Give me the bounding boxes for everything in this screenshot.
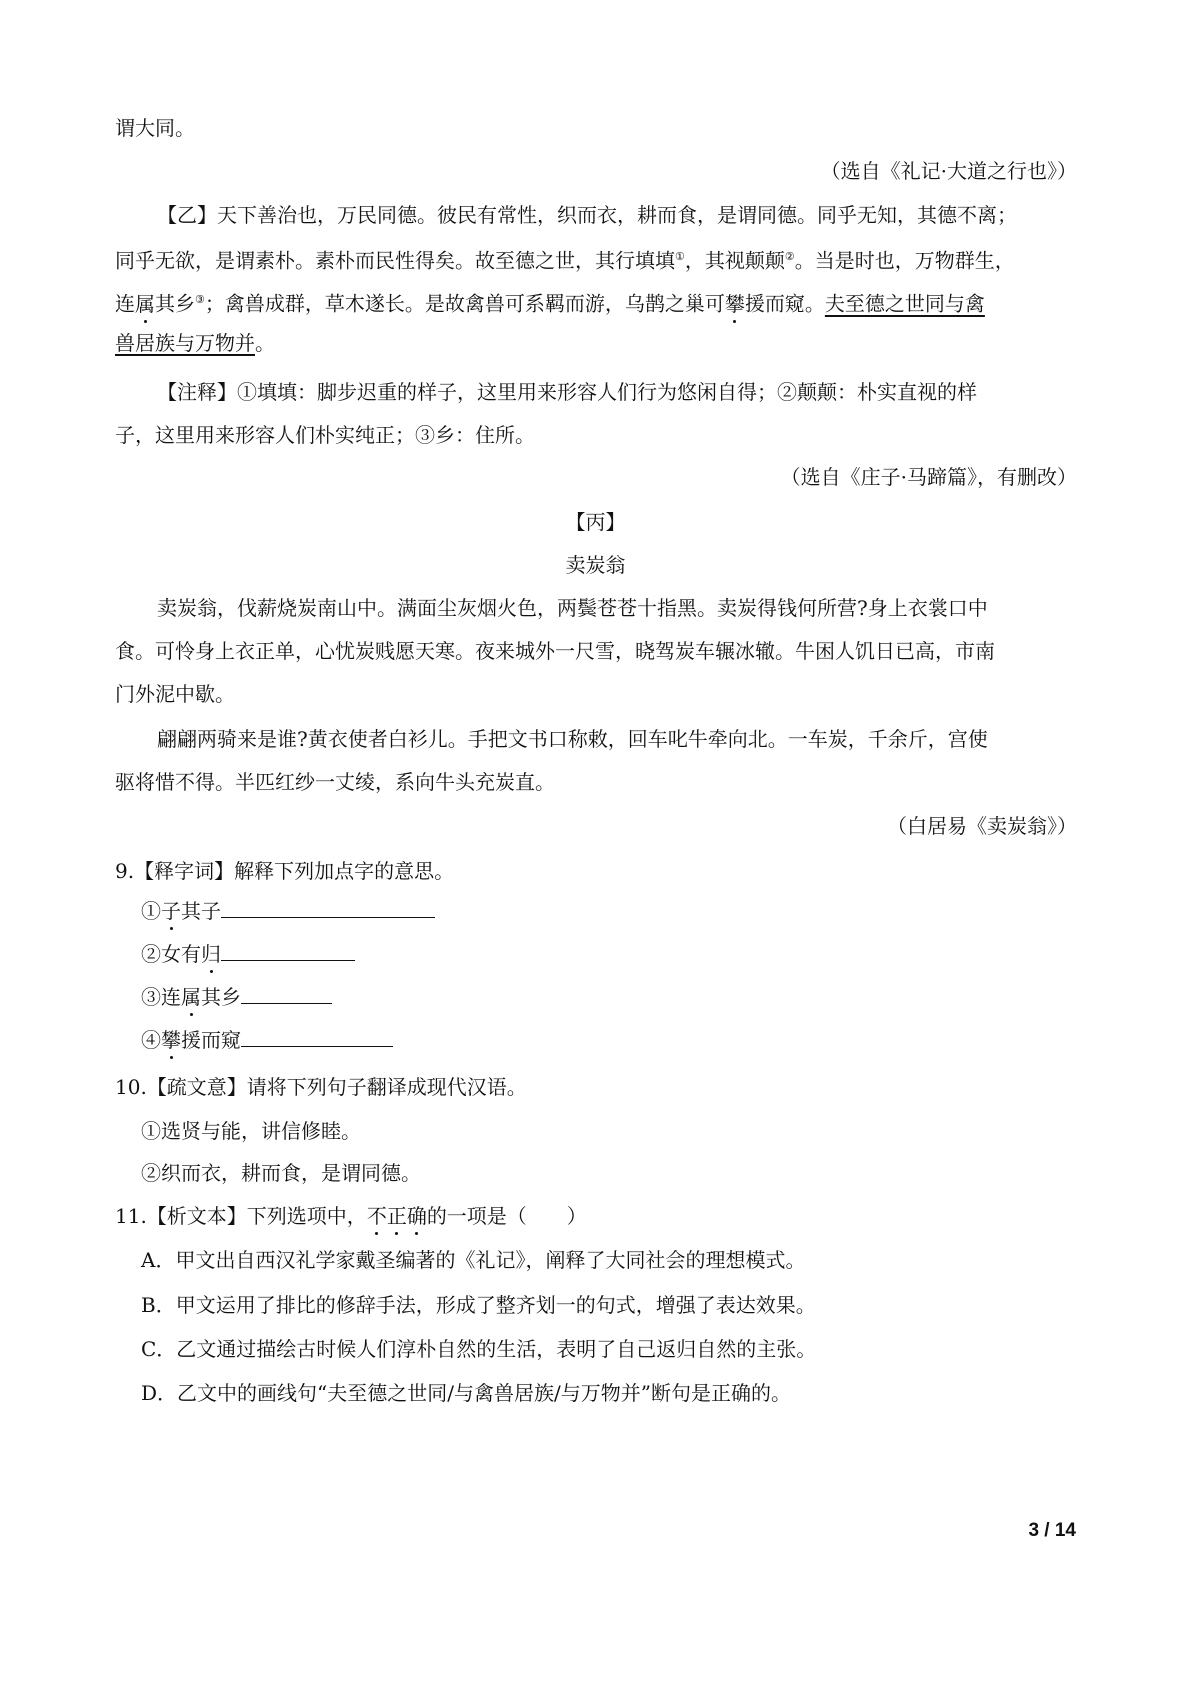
dotted-char: 子	[161, 899, 181, 923]
q9-item: ④攀援而窥	[141, 1026, 393, 1054]
dotted-char: 攀	[161, 1028, 181, 1052]
q9-item: ①子其子	[141, 897, 435, 925]
poem-line: 食。可怜身上衣正单，心忧炭贱愿天寒。夜来城外一尺雪，晓驾炭车辗冰辙。牛困人饥日已高，市南	[115, 639, 995, 663]
q10-item: ②织而衣，耕而食，是谓同德。	[141, 1161, 421, 1185]
q10-item: ①选贤与能，讲信修睦。	[141, 1119, 361, 1143]
underlined-sentence: 夫至德之世同与禽	[824, 291, 985, 316]
note-line: 【注释】①填填：脚步迟重的样子，这里用来形容人们行为悠闲自得；②颠颠：朴实直视的样	[157, 380, 977, 404]
yi-line: 同乎无欲，是谓素朴。素朴而民性得矣。故至德之世，其行填填①，其视颠颠②。当是时也，万物群生，	[115, 248, 1015, 273]
answer-blank[interactable]	[241, 1026, 393, 1047]
poem-line: 驱将惜不得。半匹红纱一丈绫，系向牛头充炭直。	[115, 770, 555, 794]
option-c[interactable]: C．乙文通过描绘古时候人们淳朴自然的生活，表明了自己返归自然的主张。	[141, 1337, 817, 1361]
dotted-char: 正	[386, 1204, 407, 1228]
question-stem: 9.【释字词】解释下列加点字的意思。	[115, 859, 455, 883]
dotted-char: 攀	[724, 291, 745, 316]
bing-source: （白居易《卖炭翁》）	[887, 814, 1077, 838]
jia-source: （选自《礼记·大道之行也》）	[820, 159, 1077, 183]
answer-blank[interactable]	[241, 983, 332, 1004]
option-b[interactable]: B．甲文运用了排比的修辞手法，形成了整齐划一的句式，增强了表达效果。	[141, 1293, 816, 1317]
underlined-sentence: 兽居族与万物并	[115, 331, 255, 355]
dotted-char: 归	[201, 942, 221, 966]
dotted-char: 确	[406, 1204, 427, 1228]
option-d[interactable]: D．乙文中的画线句“夫至德之世同/与禽兽居族/与万物并”断句是正确的。	[141, 1381, 791, 1405]
dotted-char: 属	[181, 985, 201, 1009]
answer-blank[interactable]	[221, 940, 355, 961]
bing-label: 【丙】	[565, 510, 626, 534]
note-line: 子，这里用来形容人们朴实纯正；③乡：住所。	[115, 423, 535, 447]
question-stem: 10.【疏文意】请将下列句子翻译成现代汉语。	[115, 1075, 527, 1099]
poem-line: 门外泥中歇。	[115, 682, 235, 706]
poem-title: 卖炭翁	[565, 553, 626, 577]
dotted-char: 属	[135, 291, 155, 316]
dotted-char: 不	[366, 1204, 387, 1228]
yi-line: 兽居族与万物并。	[115, 331, 275, 355]
page-number: 3 / 14	[1028, 1520, 1076, 1541]
poem-line: 翩翩两骑来是谁?黄衣使者白衫儿。手把文书口称敕，回车叱牛牵向北。一车炭，千余斤，宫使	[157, 727, 988, 751]
yi-source: （选自《庄子·马蹄篇》，有删改）	[780, 465, 1077, 489]
poem-line: 卖炭翁，伐薪烧炭南山中。满面尘灰烟火色，两鬓苍苍十指黑。卖炭得钱何所营?身上衣裳口中	[157, 596, 988, 620]
answer-blank[interactable]	[221, 897, 435, 918]
yi-line: 连属其乡③；禽兽成群，草木遂长。是故禽兽可系羁而游，乌鹊之巢可攀援而窥。夫至德之世同与禽	[115, 291, 985, 316]
q9-item: ②女有归	[141, 940, 355, 968]
yi-line: 【乙】天下善治也，万民同德。彼民有常性，织而衣，耕而食，是谓同德。同乎无知，其德不离；	[157, 203, 1017, 227]
question-stem: 11.【析文本】下列选项中，不正确的一项是（ ）	[115, 1204, 587, 1228]
jia-text-end: 谓大同。	[115, 116, 195, 140]
option-a[interactable]: A．甲文出自西汉礼学家戴圣编著的《礼记》，阐释了大同社会的理想模式。	[141, 1248, 806, 1272]
q9-item: ③连属其乡	[141, 983, 332, 1011]
